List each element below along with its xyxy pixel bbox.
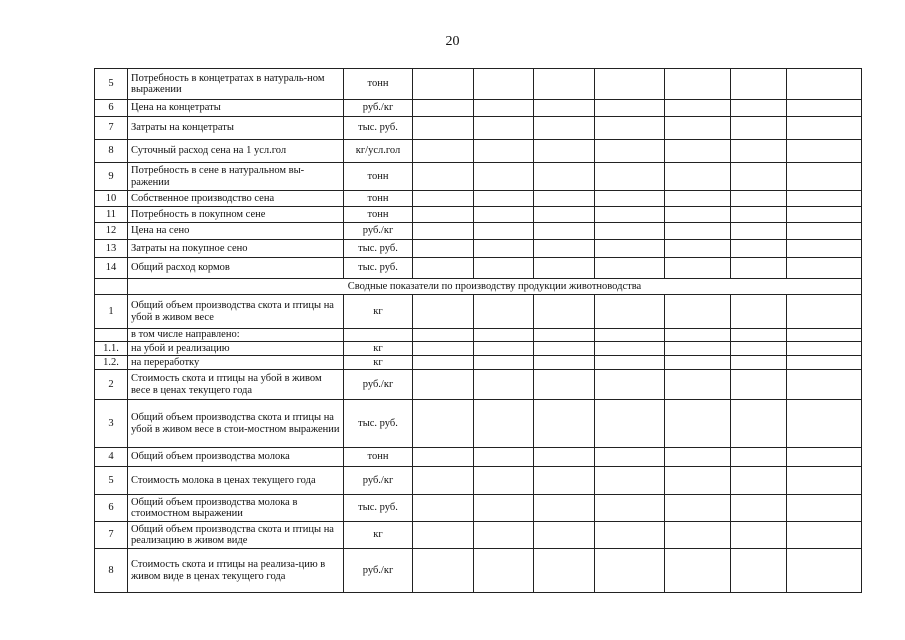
table-row [95, 100, 862, 117]
value-cell [534, 258, 595, 279]
value-cell [474, 549, 534, 593]
value-cell [534, 400, 595, 448]
value-cell [731, 549, 787, 593]
indicator-name-cell: Общий объем производства молока в стоимостном выражении [128, 495, 344, 522]
page-number: 20 [445, 34, 460, 49]
table-row [95, 522, 862, 549]
value-cell [534, 140, 595, 163]
value-cell [413, 356, 474, 370]
row-number-cell [95, 329, 128, 342]
value-cell [787, 163, 862, 191]
value-cell [665, 448, 731, 467]
value-cell [595, 522, 665, 549]
value-cell [534, 329, 595, 342]
indicator-name-cell: Стоимость молока в ценах текущего года [128, 467, 344, 495]
value-cell [595, 467, 665, 495]
row-number-cell: 1.2. [95, 356, 128, 370]
value-cell [787, 495, 862, 522]
value-cell [595, 295, 665, 329]
value-cell [731, 100, 787, 117]
value-cell [787, 191, 862, 207]
value-cell [595, 191, 665, 207]
value-cell [731, 191, 787, 207]
indicator-name-cell: Общий объем производства скота и птицы на реализацию в живом виде [128, 522, 344, 549]
table-row [95, 207, 862, 223]
row-number-cell: 14 [95, 258, 128, 279]
value-cell [731, 356, 787, 370]
value-cell [474, 100, 534, 117]
row-number-cell: 10 [95, 191, 128, 207]
unit-cell: тонн [344, 69, 413, 100]
value-cell [413, 400, 474, 448]
value-cell [474, 522, 534, 549]
value-cell [413, 295, 474, 329]
indicator-name-cell: Потребность в покупном сене [128, 207, 344, 223]
row-number-cell: 6 [95, 100, 128, 117]
value-cell [665, 295, 731, 329]
value-cell [413, 258, 474, 279]
table-row [95, 370, 862, 400]
value-cell [731, 223, 787, 240]
indicator-name-cell: Цена на сено [128, 223, 344, 240]
indicator-name-cell: Собственное производство сена [128, 191, 344, 207]
indicator-name-cell: Общий объем производства молока [128, 448, 344, 467]
table-row [95, 163, 862, 191]
value-cell [665, 522, 731, 549]
indicator-name-cell: Стоимость скота и птицы на реализа-цию в живом виде в ценах текущего года [128, 549, 344, 593]
value-cell [665, 400, 731, 448]
value-cell [474, 140, 534, 163]
value-cell [731, 140, 787, 163]
table-row [95, 356, 862, 370]
value-cell [413, 163, 474, 191]
value-cell [731, 295, 787, 329]
value-cell [474, 240, 534, 258]
value-cell [665, 258, 731, 279]
section-title: Сводные показатели по производству продукции животноводства [128, 279, 862, 295]
indicator-name-cell: в том числе направлено: [128, 329, 344, 342]
value-cell [474, 495, 534, 522]
value-cell [534, 549, 595, 593]
value-cell [474, 69, 534, 100]
value-cell [413, 140, 474, 163]
value-cell [731, 370, 787, 400]
indicator-name-cell: Затраты на покупное сено [128, 240, 344, 258]
value-cell [731, 342, 787, 356]
value-cell [595, 117, 665, 140]
row-number-cell: 7 [95, 522, 128, 549]
value-cell [787, 448, 862, 467]
value-cell [474, 329, 534, 342]
row-number-cell: 8 [95, 140, 128, 163]
value-cell [665, 495, 731, 522]
value-cell [787, 240, 862, 258]
value-cell [413, 207, 474, 223]
unit-cell: тонн [344, 191, 413, 207]
unit-cell: кг [344, 356, 413, 370]
value-cell [787, 522, 862, 549]
unit-cell: тыс. руб. [344, 117, 413, 140]
indicator-name-cell: Цена на концетраты [128, 100, 344, 117]
value-cell [534, 163, 595, 191]
value-cell [731, 495, 787, 522]
value-cell [413, 191, 474, 207]
value-cell [595, 258, 665, 279]
value-cell [413, 467, 474, 495]
unit-cell: руб./кг [344, 467, 413, 495]
row-number-cell: 1 [95, 295, 128, 329]
value-cell [731, 163, 787, 191]
indicator-name-cell: Общий расход кормов [128, 258, 344, 279]
row-number-cell: 1.1. [95, 342, 128, 356]
value-cell [665, 549, 731, 593]
row-number-cell: 12 [95, 223, 128, 240]
table-row [95, 69, 862, 100]
unit-cell: тыс. руб. [344, 495, 413, 522]
value-cell [413, 370, 474, 400]
value-cell [474, 295, 534, 329]
indicator-name-cell: Потребность в концетратах в натураль-ном выражении [128, 69, 344, 100]
unit-cell: тонн [344, 163, 413, 191]
value-cell [595, 69, 665, 100]
unit-cell: руб./кг [344, 370, 413, 400]
value-cell [413, 240, 474, 258]
table-row [95, 258, 862, 279]
value-cell [731, 448, 787, 467]
unit-cell: тыс. руб. [344, 400, 413, 448]
value-cell [731, 117, 787, 140]
section-header-row [95, 279, 862, 295]
value-cell [787, 342, 862, 356]
value-cell [534, 370, 595, 400]
value-cell [595, 240, 665, 258]
value-cell [534, 117, 595, 140]
indicator-name-cell: Общий объем производства скота и птицы на убой в живом весе [128, 295, 344, 329]
value-cell [787, 329, 862, 342]
value-cell [534, 356, 595, 370]
value-cell [787, 223, 862, 240]
unit-cell: тыс. руб. [344, 240, 413, 258]
row-number-cell: 8 [95, 549, 128, 593]
indicator-name-cell: на убой и реализацию [128, 342, 344, 356]
unit-cell: кг [344, 295, 413, 329]
table-row [95, 240, 862, 258]
value-cell [534, 69, 595, 100]
value-cell [665, 370, 731, 400]
value-cell [731, 400, 787, 448]
row-number-cell: 3 [95, 400, 128, 448]
table-row [95, 400, 862, 448]
value-cell [731, 240, 787, 258]
value-cell [474, 467, 534, 495]
value-cell [474, 191, 534, 207]
value-cell [534, 495, 595, 522]
value-cell [787, 467, 862, 495]
unit-cell: кг/усл.гол [344, 140, 413, 163]
unit-cell: руб./кг [344, 223, 413, 240]
table-row [95, 467, 862, 495]
value-cell [787, 549, 862, 593]
value-cell [413, 342, 474, 356]
value-cell [665, 356, 731, 370]
value-cell [474, 342, 534, 356]
value-cell [731, 207, 787, 223]
row-number-cell: 11 [95, 207, 128, 223]
unit-cell: тонн [344, 207, 413, 223]
table-row [95, 223, 862, 240]
value-cell [413, 549, 474, 593]
unit-cell: руб./кг [344, 549, 413, 593]
value-cell [731, 258, 787, 279]
row-number-cell: 5 [95, 467, 128, 495]
value-cell [534, 223, 595, 240]
value-cell [595, 223, 665, 240]
row-number-cell: 13 [95, 240, 128, 258]
row-number-cell: 5 [95, 69, 128, 100]
value-cell [474, 117, 534, 140]
table-row [95, 191, 862, 207]
value-cell [595, 100, 665, 117]
value-cell [474, 400, 534, 448]
unit-cell: тыс. руб. [344, 258, 413, 279]
unit-cell: кг [344, 342, 413, 356]
value-cell [665, 191, 731, 207]
value-cell [731, 522, 787, 549]
value-cell [595, 163, 665, 191]
value-cell [595, 400, 665, 448]
table-row [95, 329, 862, 342]
value-cell [787, 258, 862, 279]
value-cell [474, 258, 534, 279]
value-cell [474, 448, 534, 467]
value-cell [413, 223, 474, 240]
value-cell [534, 522, 595, 549]
value-cell [665, 207, 731, 223]
value-cell [787, 140, 862, 163]
row-number-cell [95, 279, 128, 295]
value-cell [731, 467, 787, 495]
value-cell [665, 140, 731, 163]
value-cell [474, 356, 534, 370]
table-row [95, 549, 862, 593]
value-cell [413, 448, 474, 467]
value-cell [595, 140, 665, 163]
table-row [95, 342, 862, 356]
value-cell [474, 207, 534, 223]
value-cell [787, 117, 862, 140]
value-cell [665, 69, 731, 100]
table-row [95, 448, 862, 467]
row-number-cell: 4 [95, 448, 128, 467]
value-cell [534, 191, 595, 207]
value-cell [665, 163, 731, 191]
table-row [95, 295, 862, 329]
value-cell [474, 370, 534, 400]
value-cell [413, 117, 474, 140]
value-cell [665, 223, 731, 240]
table-row [95, 117, 862, 140]
value-cell [595, 342, 665, 356]
value-cell [595, 329, 665, 342]
value-cell [787, 356, 862, 370]
row-number-cell: 7 [95, 117, 128, 140]
value-cell [595, 549, 665, 593]
value-cell [534, 240, 595, 258]
value-cell [413, 495, 474, 522]
value-cell [665, 467, 731, 495]
value-cell [413, 329, 474, 342]
indicator-name-cell: Потребность в сене в натуральном вы-ражении [128, 163, 344, 191]
value-cell [787, 100, 862, 117]
value-cell [474, 223, 534, 240]
value-cell [665, 117, 731, 140]
value-cell [787, 370, 862, 400]
unit-cell: руб./кг [344, 100, 413, 117]
value-cell [595, 370, 665, 400]
value-cell [731, 69, 787, 100]
value-cell [595, 356, 665, 370]
value-cell [534, 207, 595, 223]
indicator-name-cell: Затраты на концетраты [128, 117, 344, 140]
unit-cell: тонн [344, 448, 413, 467]
value-cell [787, 69, 862, 100]
value-cell [731, 329, 787, 342]
value-cell [595, 495, 665, 522]
value-cell [665, 240, 731, 258]
value-cell [787, 207, 862, 223]
value-cell [413, 100, 474, 117]
value-cell [413, 522, 474, 549]
indicator-name-cell: Общий объем производства скота и птицы на убой в живом весе в стои-мостном выражении [128, 400, 344, 448]
value-cell [665, 342, 731, 356]
row-number-cell: 6 [95, 495, 128, 522]
value-cell [534, 295, 595, 329]
indicator-name-cell: Стоимость скота и птицы на убой в живом весе в ценах текущего года [128, 370, 344, 400]
value-cell [474, 163, 534, 191]
value-cell [787, 400, 862, 448]
value-cell [595, 448, 665, 467]
value-cell [534, 342, 595, 356]
value-cell [534, 448, 595, 467]
value-cell [595, 207, 665, 223]
value-cell [534, 100, 595, 117]
value-cell [787, 295, 862, 329]
value-cell [665, 329, 731, 342]
indicator-name-cell: Суточный расход сена на 1 усл.гол [128, 140, 344, 163]
value-cell [665, 100, 731, 117]
row-number-cell: 2 [95, 370, 128, 400]
table-row [95, 140, 862, 163]
unit-cell: кг [344, 522, 413, 549]
livestock-indicators-table [94, 68, 862, 593]
unit-cell [344, 329, 413, 342]
table-row [95, 495, 862, 522]
indicator-name-cell: на переработку [128, 356, 344, 370]
row-number-cell: 9 [95, 163, 128, 191]
value-cell [413, 69, 474, 100]
value-cell [534, 467, 595, 495]
